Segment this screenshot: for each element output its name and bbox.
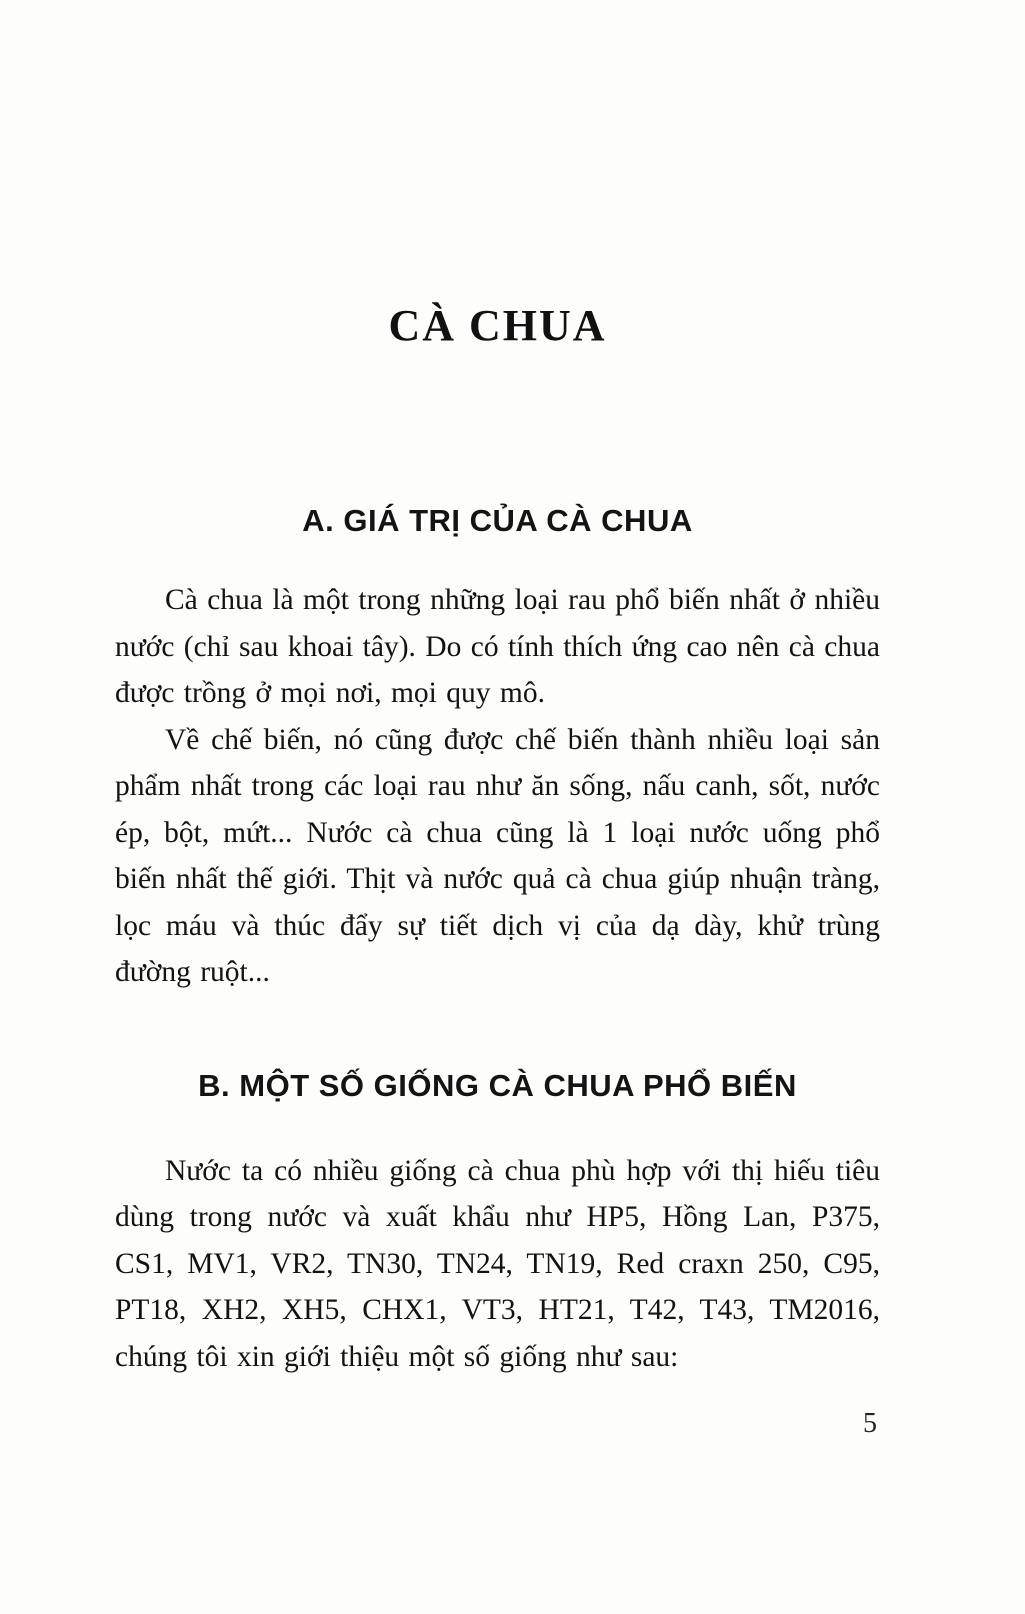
section-b-heading: B. MỘT SỐ GIỐNG CÀ CHUA PHỔ BIẾN [198, 1067, 797, 1103]
page-content [0, 300, 1025, 1380]
section-a-paragraph-1: Cà chua là một trong những loại rau phổ biến nhất ở nhiều nước (chỉ sau khoai tây). Do có tính thích ứng cao nên cà chua được trồng ở mọi nơi, mọi quy mô. [115, 584, 880, 709]
section-a-heading: A. GIÁ TRỊ CỦA CÀ CHUA [302, 503, 693, 538]
section-b-paragraph-1: Nước ta có nhiều giống cà chua phù hợp với thị hiếu tiêu dùng trong nước và xuất khẩu như HP5, Hồng Lan, P375, CS1, MV1, VR2, TN30, TN24, TN19, Red craxn 250, C95, PT18, XH2, XH5, CHX1, VT3, HT21, T42, T43, TM2016, chúng tôi xin giới thiệu một số giống như sau: [115, 1154, 880, 1373]
page-number: 5 [863, 1408, 877, 1439]
page-title: CÀ CHUA [388, 301, 607, 350]
section-a-paragraph-2: Về chế biến, nó cũng được chế biến thành nhiều loại sản phẩm nhất trong các loại rau như ăn sống, nấu canh, sốt, nước ép, bột, mứt... Nước cà chua cũng là 1 loại nước uống phổ biến nhất thế giới. Thịt và nước quả cà chua giúp nhuận tràng, lọc máu và thúc đẩy sự tiết dịch vị của dạ dày, khử trùng đường ruột... [115, 723, 880, 988]
